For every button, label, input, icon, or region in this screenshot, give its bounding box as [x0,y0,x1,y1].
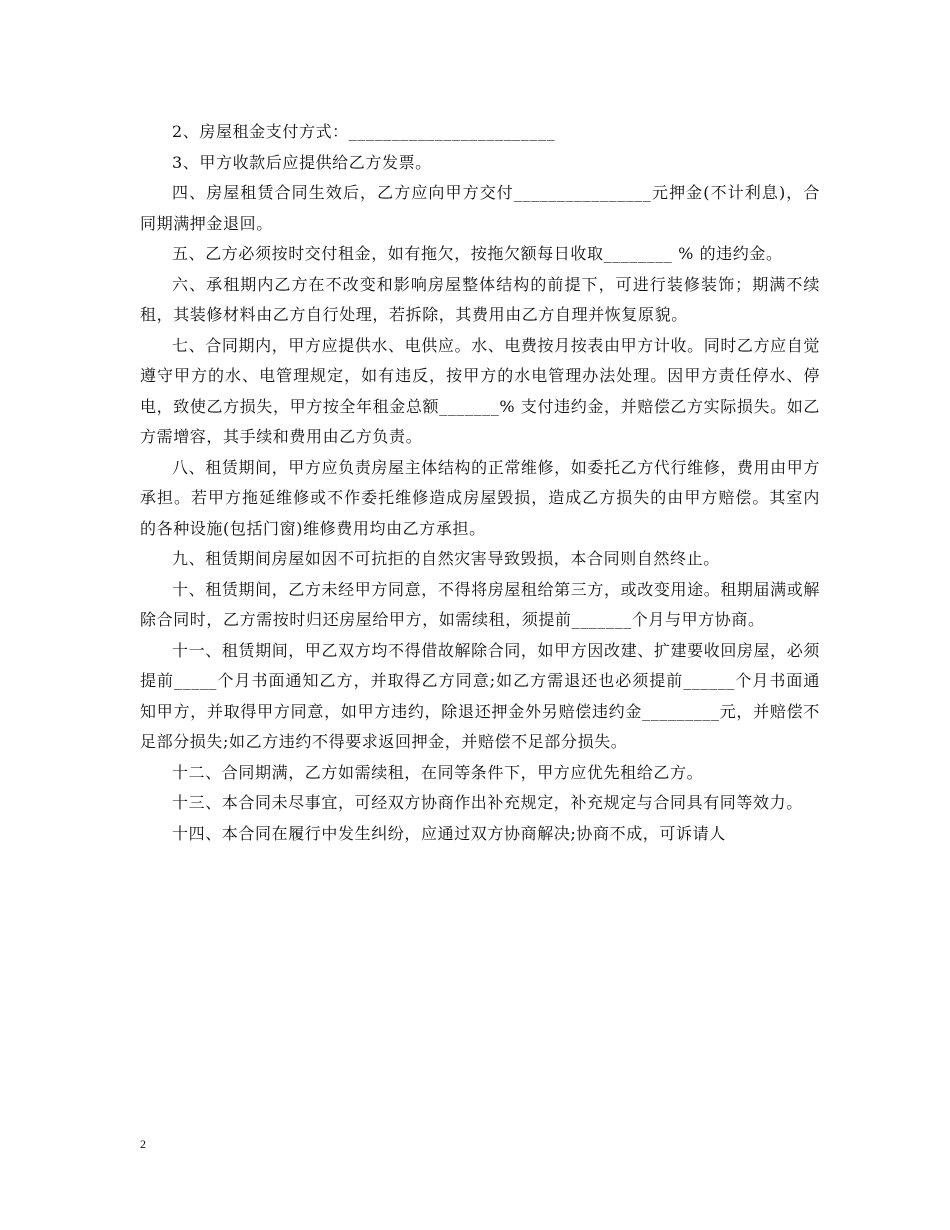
clause-late-payment: 五、乙方必须按时交付租金，如有拖欠，按拖欠额每日收取________ % 的违约金。 [172,244,783,263]
clause-utilities: 七、合同期内，甲方应提供水、电供应。水、电费按月按表由甲方计收。同时乙方应自觉遵守甲方的水、电管理规定，如有违反，按甲方的水电管理办法处理。因甲方责任停水、停电，致使乙方损失，甲方按全年租金总额_______% 支付违约金，并赔偿乙方实际损失。如乙方需增容，其手续和费用由乙方负责。 [140,335,820,446]
clause-subletting: 十、租赁期间，乙方未经甲方同意，不得将房屋租给第三方，或改变用途。租期届满或解除合同时，乙方需按时归还房屋给甲方，如需续租，须提前_______个月与甲方协商。 [140,579,820,629]
clause-supplementary: 十三、本合同未尽事宜，可经双方协商作出补充规定，补充规定与合同具有同等效力。 [172,793,803,812]
clause-maintenance: 八、租赁期间，甲方应负责房屋主体结构的正常维修，如委托乙方代行维修，费用由甲方承担。若甲方拖延维修或不作委托维修造成房屋毁损，造成乙方损失的由甲方赔偿。其室内的各种设施(包括门窗)维修费用均由乙方承担。 [140,457,820,538]
clause-disputes: 十四、本合同在履行中发生纠纷，应通过双方协商解决;协商不成，可诉请人 [172,823,726,843]
page-number: 2 [140,1137,146,1151]
clause-force-majeure: 九、租赁期间房屋如因不可抗拒的自然灾害导致毁损，本合同则自然终止。 [172,549,720,568]
clause-termination: 十一、租赁期间，甲乙双方均不得借故解除合同，如甲方因改建、扩建要收回房屋，必须提前_____个月书面通知乙方，并取得乙方同意;如乙方需退还也必须提前______个月书面通知甲方，并取得甲方同意，如甲方违约，除退还押金外另赔偿违约金_________元，并赔偿不足部分损失;如乙方违约不得要求返回押金，并赔偿不足部分损失。 [140,640,820,751]
clause-renewal-priority: 十二、合同期满，乙方如需续租，在同等条件下，甲方应优先租给乙方。 [172,762,704,782]
contract-body [140,117,820,849]
clause-payment-method: 2、房屋租金支付方式：________________________ [172,122,556,141]
clause-deposit: 四、房屋租赁合同生效后，乙方应向甲方交付________________元押金(不计利息)，合同期满押金退回。 [140,183,820,233]
clause-invoice: 3、甲方收款后应提供给乙方发票。 [172,152,432,172]
clause-decoration: 六、承租期内乙方在不改变和影响房屋整体结构的前提下，可进行装修装饰；期满不续租，其装修材料由乙方自行处理，若拆除，其费用由乙方自理并恢复原貌。 [140,274,820,324]
